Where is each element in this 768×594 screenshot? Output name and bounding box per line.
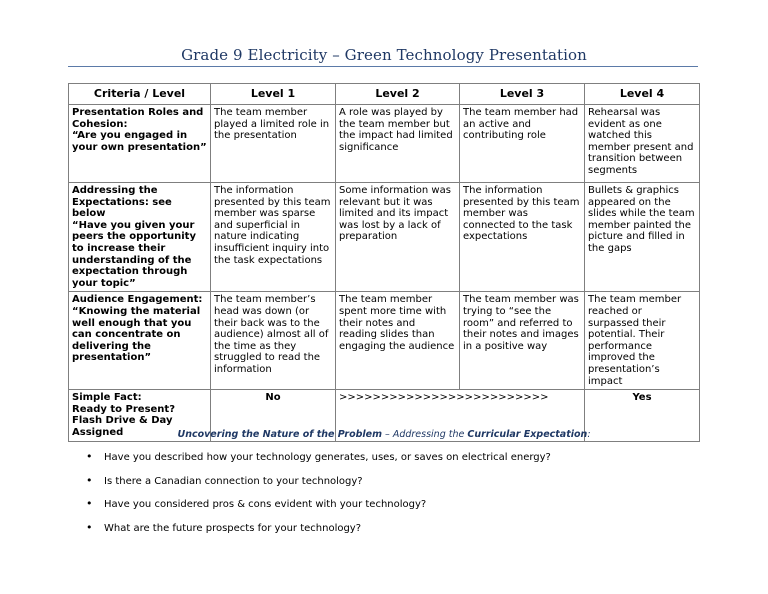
subtitle-part-2: – Addressing the [382, 429, 468, 440]
level-1-cell: The team member played a limited role in the presentation [211, 105, 336, 183]
criteria-cell: Presentation Roles and Cohesion: “Are you engaged in your own presentation” [69, 105, 211, 183]
title-underline [68, 66, 698, 67]
level-4-cell: Bullets & graphics appeared on the slides while the team member painted the picture and filled in the gaps [585, 183, 700, 292]
level-1-cell: The information presented by this team member was sparse and superficial in nature indicating insufficient inquiry into the task expectations [211, 183, 336, 292]
bullet-icon: • [86, 497, 93, 510]
question-text: Is there a Canadian connection to your technology? [104, 475, 363, 487]
bullet-icon: • [86, 520, 93, 534]
bullet-icon: • [86, 450, 93, 463]
list-item [86, 473, 551, 500]
level-2-cell: Some information was relevant but it was limited and its impact was lost by a lack of preparation [336, 183, 460, 292]
level-4-cell-yes: Yes [585, 390, 700, 442]
question-text: Have you considered pros & cons evident with your technology? [104, 499, 427, 510]
header-level-4: Level 4 [585, 84, 700, 105]
level-3-cell: The team member was trying to “see the room” and referred to their notes and images in a positive way [460, 292, 585, 390]
header-level-3: Level 3 [460, 84, 585, 105]
level-3-cell: The information presented by this team member was connected to the task expectations [460, 183, 585, 292]
table-row [69, 292, 700, 390]
table-row [69, 183, 700, 292]
question-text: What are the future prospects for your technology? [104, 522, 362, 534]
criteria-cell: Addressing the Expectations: see below “Have you given your peers the opportunity to increase their understanding of the expectation through your topic” [69, 183, 211, 292]
level-1-cell: The team member’s head was down (or their back was to the audience) almost all of the time as they struggled to read the information [211, 292, 336, 390]
level-4-cell: The team member reached or surpassed their potential. Their performance improved the presentation’s impact [585, 292, 700, 390]
rubric-table [68, 83, 700, 442]
level-2-cell: The team member spent more time with their notes and reading slides than engaging the audience [336, 292, 460, 390]
list-item [86, 520, 551, 547]
document-title: Grade 9 Electricity – Green Technology Presentation [181, 46, 587, 64]
expectations-subtitle [0, 429, 768, 440]
arrows-span-cell: >>>>>>>>>>>>>>>>>>>>>>>>> [336, 390, 585, 442]
question-text: Have you described how your technology generates, uses, or saves on electrical energy? [104, 452, 551, 463]
criteria-cell: Simple Fact: Ready to Present? Flash Drive & Day Assigned [69, 390, 211, 442]
header-criteria: Criteria / Level [69, 84, 211, 105]
list-item [86, 499, 551, 523]
subtitle-part-3: Curricular Expectation [467, 429, 588, 440]
bullet-icon: • [86, 473, 93, 487]
list-item [86, 452, 551, 476]
level-1-cell-no: No [211, 390, 336, 442]
level-4-cell: Rehearsal was evident as one watched this member present and transition between segments [585, 105, 700, 183]
criteria-cell: Audience Engagement: “Knowing the material well enough that you can concentrate on delivering the presentation” [69, 292, 211, 390]
header-level-2: Level 2 [336, 84, 460, 105]
questions-list [86, 452, 551, 546]
header-row [69, 84, 700, 105]
table-row [69, 105, 700, 183]
subtitle-part-4: : [587, 429, 591, 440]
subtitle-part-1: Uncovering the Nature of the Problem [177, 429, 383, 440]
header-level-1: Level 1 [211, 84, 336, 105]
level-2-cell: A role was played by the team member but the impact had limited significance [336, 105, 460, 183]
level-3-cell: The team member had an active and contributing role [460, 105, 585, 183]
